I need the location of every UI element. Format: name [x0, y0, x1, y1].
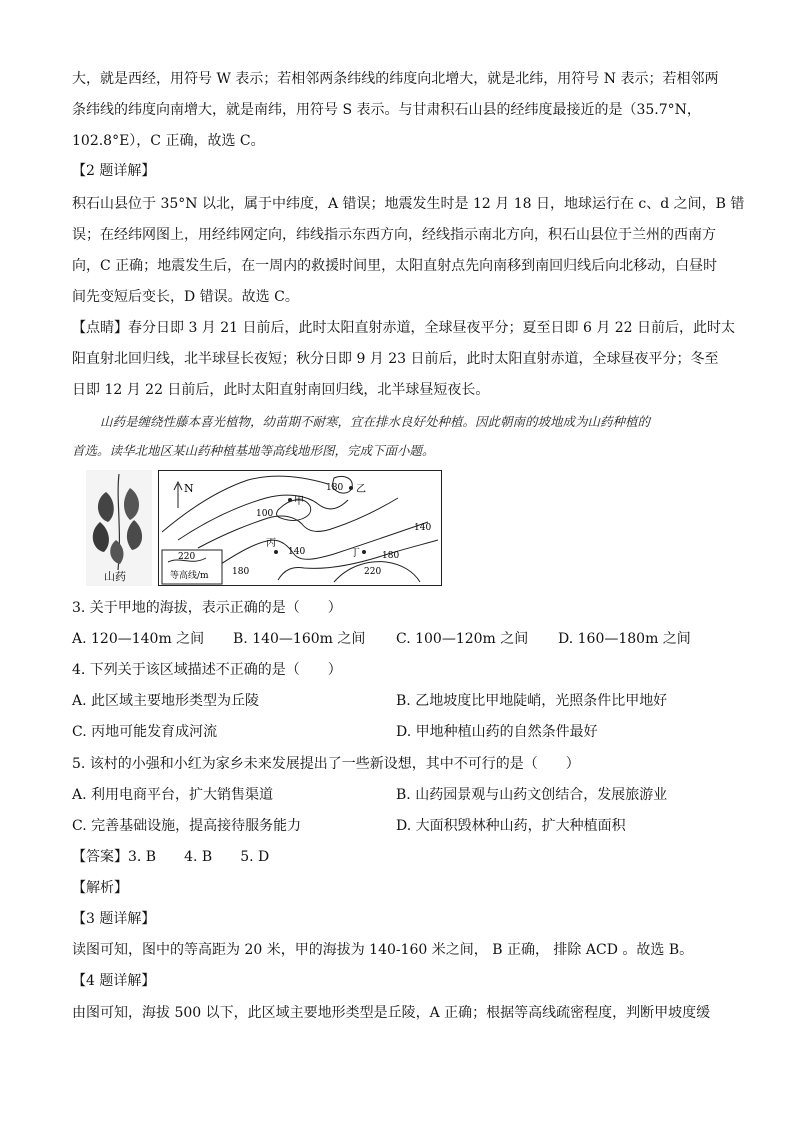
q4-heading: 【4 题详解】 — [72, 973, 156, 989]
q5-option-d: D. 大面积毁林种山药，扩大种植面积 — [396, 818, 626, 834]
contour-label: 180 — [382, 551, 400, 561]
contour-map — [158, 470, 442, 586]
contour-label: 100 — [256, 509, 274, 519]
north-label: N — [184, 482, 194, 495]
q3-stem: 3. 关于甲地的海拔，表示正确的是（ ） — [72, 600, 342, 616]
legend-value: 220 — [178, 552, 196, 562]
analysis-heading: 【解析】 — [72, 880, 128, 896]
contour-label: 220 — [364, 567, 382, 577]
answer-label: 【答案】 — [72, 849, 128, 865]
q5-stem: 5. 该村的小强和小红为家乡未来发展提出了一些新设想，其中不可行的是（ ） — [72, 756, 580, 772]
q4-option-b: B. 乙地坡度比甲地陡峭，光照条件比甲地好 — [396, 693, 668, 709]
q5-option-a: A. 利用电商平台，扩大销售渠道 — [72, 787, 274, 803]
answer-line — [72, 848, 269, 866]
plant-label: 山药 — [104, 570, 126, 583]
q4-option-d: D. 甲地种植山药的自然条件最好 — [396, 724, 598, 740]
q2-line-3: 向，C 正确；地震发生后，在一周内的救援时间里，太阳直射点先向南移到南回归线后向北移动，白昼时 — [72, 258, 718, 274]
material-line-1: 山药是缠绕性藤本喜光植物，幼苗期不耐寒，宜在排水良好处种植。因此朝南的坡地成为山药种植的 — [100, 414, 651, 429]
contour-label: 140 — [414, 523, 432, 533]
legend-label: 等高线/m — [170, 571, 209, 581]
material-line-2: 首选。读华北地区某山药种植基地等高线地形图，完成下面小题。 — [72, 443, 435, 458]
tip-line-1: 【点睛】春分日即 3 月 21 日前后，此时太阳直射赤道，全球昼夜平分；夏至日即 6 月 22 日前后，此时太 — [72, 320, 736, 336]
place-jia: 甲 — [294, 496, 304, 507]
q2-heading: 【2 题详解】 — [72, 163, 156, 179]
q5-option-c: C. 完善基础设施，提高接待服务能力 — [72, 818, 302, 834]
intro-line-2: 条纬线的纬度向南增大，就是南纬，用符号 S 表示。与甘肃积石山县的经纬度最接近的是（35.7°N， — [72, 102, 701, 118]
q4-stem: 4. 下列关于该区域描述不正确的是（ ） — [72, 662, 342, 678]
q2-line-2: 误；在经纬网图上，用经纬网定向，纬线指示东西方向，经线指示南北方向，积石山县位于兰州的西南方 — [72, 227, 716, 243]
q5-option-b: B. 山药园景观与山药文创结合，发展旅游业 — [396, 787, 668, 803]
q3-option-a: A. 120—140m 之间 — [72, 631, 205, 647]
intro-line-3: 102.8°E），C 正确，故选 C。 — [72, 133, 265, 149]
q3-explanation: 读图可知，图中的等高距为 20 米，甲的海拔为 140-160 米之间， B 正确， 排除 ACD 。故选 B。 — [72, 942, 694, 958]
tip-line-2: 阳直射北回归线，北半球昼长夜短；秋分日即 9 月 23 日前后，此时太阳直射赤道，全球昼夜平分；冬至 — [72, 351, 719, 367]
tip-line-3: 日即 12 月 22 日前后，此时太阳直射南回归线，北半球昼短夜长。 — [72, 382, 490, 398]
q3-option-b: B. 140—160m 之间 — [233, 631, 366, 647]
q4-option-a: A. 此区域主要地形类型为丘陵 — [72, 693, 260, 709]
answer-text: 3. B 4. B 5. D — [128, 849, 270, 865]
place-yi: 乙 — [356, 484, 366, 495]
q3-option-d: D. 160—180m 之间 — [558, 631, 691, 647]
place-bing: 丙 — [266, 538, 276, 549]
q4-option-c: C. 丙地可能发育成河流 — [72, 724, 218, 740]
place-ding: 丁 — [350, 548, 360, 559]
contour-label: 140 — [288, 547, 306, 557]
q2-line-1: 积石山县位于 35°N 以北，属于中纬度，A 错误；地震发生时是 12 月 18 日，地球运行在 c、d 之间，B 错 — [72, 196, 745, 212]
q3-heading: 【3 题详解】 — [72, 911, 156, 927]
intro-line-1: 大，就是西经，用符号 W 表示；若相邻两条纬线的纬度向北增大，就是北纬，用符号 N 表示；若相邻两 — [72, 71, 719, 87]
q4-explanation: 由图可知，海拔 500 以下，此区域主要地形类型是丘陵，A 正确；根据等高线疏密程度，判断甲坡度缓 — [72, 1005, 711, 1021]
q3-option-c: C. 100—120m 之间 — [396, 631, 529, 647]
contour-label: 180 — [326, 483, 344, 493]
q2-line-4: 间先变短后变长，D 错误。故选 C。 — [72, 289, 299, 305]
contour-label: 180 — [232, 567, 250, 577]
